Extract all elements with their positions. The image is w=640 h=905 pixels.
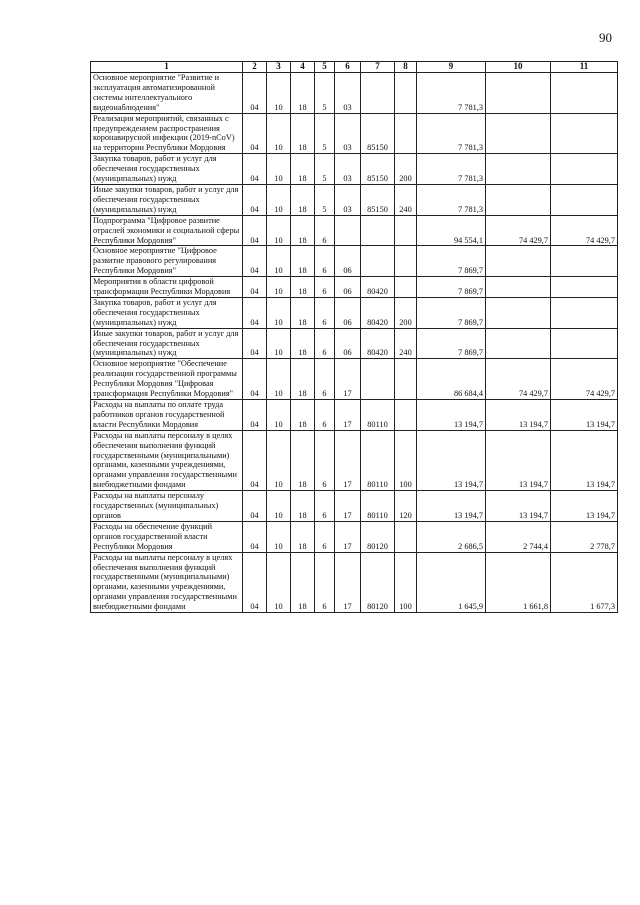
table-row xyxy=(91,521,618,552)
code-program-cell: 18 xyxy=(291,430,315,490)
amount-year2-cell xyxy=(486,184,551,215)
code-subprogram-cell: 6 xyxy=(315,521,335,552)
amount-year1-cell: 13 194,7 xyxy=(417,400,486,431)
code-direction-cell: 80120 xyxy=(361,521,395,552)
code-expense-type-cell xyxy=(395,277,417,298)
amount-year3-cell: 74 429,7 xyxy=(551,215,618,246)
code-subsection-cell: 10 xyxy=(267,400,291,431)
code-program-cell: 18 xyxy=(291,297,315,328)
code-subsection-cell: 10 xyxy=(267,154,291,185)
code-expense-type-cell: 240 xyxy=(395,328,417,359)
code-program-cell: 18 xyxy=(291,184,315,215)
code-expense-type-cell: 200 xyxy=(395,154,417,185)
row-name-cell: Расходы на обеспечение функций органов государственной власти Республики Мордовия xyxy=(91,521,243,552)
code-expense-type-cell xyxy=(395,400,417,431)
code-program-cell: 18 xyxy=(291,552,315,612)
amount-year1-cell: 7 869,7 xyxy=(417,277,486,298)
table-row xyxy=(91,246,618,277)
row-name-cell: Реализация мероприятий, связанных с предупреждением распространения коронавирусной инфекции (2019-nCoV) на территории Республики Мордовия xyxy=(91,113,243,154)
amount-year3-cell xyxy=(551,73,618,114)
code-section-cell: 04 xyxy=(243,552,267,612)
code-subprogram-cell: 5 xyxy=(315,113,335,154)
column-header: 8 xyxy=(395,62,417,73)
amount-year2-cell: 74 429,7 xyxy=(486,215,551,246)
code-section-cell: 04 xyxy=(243,521,267,552)
code-section-cell: 04 xyxy=(243,297,267,328)
code-event-cell xyxy=(335,215,361,246)
amount-year2-cell xyxy=(486,154,551,185)
code-event-cell: 03 xyxy=(335,184,361,215)
code-direction-cell: 85150 xyxy=(361,154,395,185)
code-direction-cell: 80420 xyxy=(361,328,395,359)
code-direction-cell: 85150 xyxy=(361,184,395,215)
amount-year1-cell: 86 684,4 xyxy=(417,359,486,400)
amount-year3-cell xyxy=(551,297,618,328)
code-expense-type-cell: 100 xyxy=(395,552,417,612)
amount-year1-cell: 1 645,9 xyxy=(417,552,486,612)
row-name-cell: Основное мероприятие "Цифровое развитие правового регулирования Республики Мордовия" xyxy=(91,246,243,277)
table-row xyxy=(91,73,618,114)
code-expense-type-cell xyxy=(395,246,417,277)
code-event-cell: 17 xyxy=(335,552,361,612)
table-row xyxy=(91,430,618,490)
amount-year3-cell xyxy=(551,184,618,215)
code-subsection-cell: 10 xyxy=(267,184,291,215)
row-name-cell: Иные закупки товаров, работ и услуг для обеспечения государственных (муниципальных) нужд xyxy=(91,328,243,359)
code-subprogram-cell: 6 xyxy=(315,400,335,431)
code-event-cell: 06 xyxy=(335,297,361,328)
code-expense-type-cell xyxy=(395,215,417,246)
row-name-cell: Расходы на выплаты персоналу в целях обеспечения выполнения функций государственными (муниципальными) органами, казенными учреждениями, органами управления государственными внебюджетными фондами xyxy=(91,430,243,490)
table-row xyxy=(91,215,618,246)
code-subsection-cell: 10 xyxy=(267,491,291,522)
code-direction-cell: 85150 xyxy=(361,113,395,154)
table-row xyxy=(91,400,618,431)
code-subsection-cell: 10 xyxy=(267,73,291,114)
code-direction-cell xyxy=(361,246,395,277)
code-section-cell: 04 xyxy=(243,359,267,400)
table-row xyxy=(91,552,618,612)
code-expense-type-cell: 100 xyxy=(395,430,417,490)
row-name-cell: Расходы на выплаты по оплате труда работников органов государственной власти Республики Мордовия xyxy=(91,400,243,431)
code-event-cell: 06 xyxy=(335,246,361,277)
code-subsection-cell: 10 xyxy=(267,297,291,328)
code-direction-cell: 80420 xyxy=(361,297,395,328)
code-section-cell: 04 xyxy=(243,154,267,185)
amount-year3-cell xyxy=(551,113,618,154)
code-direction-cell: 80110 xyxy=(361,430,395,490)
row-name-cell: Расходы на выплаты персоналу государственных (муниципальных) органов xyxy=(91,491,243,522)
amount-year2-cell xyxy=(486,113,551,154)
code-expense-type-cell xyxy=(395,521,417,552)
code-subprogram-cell: 6 xyxy=(315,430,335,490)
amount-year2-cell xyxy=(486,73,551,114)
code-section-cell: 04 xyxy=(243,246,267,277)
code-section-cell: 04 xyxy=(243,113,267,154)
amount-year1-cell: 7 869,7 xyxy=(417,328,486,359)
code-subprogram-cell: 6 xyxy=(315,359,335,400)
column-header: 2 xyxy=(243,62,267,73)
code-section-cell: 04 xyxy=(243,430,267,490)
column-header: 1 xyxy=(91,62,243,73)
code-program-cell: 18 xyxy=(291,359,315,400)
budget-table xyxy=(90,61,618,613)
code-expense-type-cell: 240 xyxy=(395,184,417,215)
table-row xyxy=(91,113,618,154)
amount-year1-cell: 7 781,3 xyxy=(417,184,486,215)
code-program-cell: 18 xyxy=(291,246,315,277)
amount-year1-cell: 7 781,3 xyxy=(417,73,486,114)
amount-year3-cell xyxy=(551,328,618,359)
amount-year2-cell: 74 429,7 xyxy=(486,359,551,400)
code-direction-cell: 80120 xyxy=(361,552,395,612)
code-expense-type-cell: 200 xyxy=(395,297,417,328)
table-row xyxy=(91,491,618,522)
code-event-cell: 03 xyxy=(335,154,361,185)
amount-year2-cell: 13 194,7 xyxy=(486,400,551,431)
code-event-cell: 17 xyxy=(335,491,361,522)
code-expense-type-cell xyxy=(395,73,417,114)
code-subprogram-cell: 6 xyxy=(315,215,335,246)
amount-year1-cell: 13 194,7 xyxy=(417,430,486,490)
code-section-cell: 04 xyxy=(243,184,267,215)
table-row xyxy=(91,277,618,298)
code-direction-cell: 80110 xyxy=(361,491,395,522)
amount-year1-cell: 7 781,3 xyxy=(417,154,486,185)
code-program-cell: 18 xyxy=(291,215,315,246)
column-header: 9 xyxy=(417,62,486,73)
code-subsection-cell: 10 xyxy=(267,246,291,277)
code-subsection-cell: 10 xyxy=(267,521,291,552)
table-header-row xyxy=(91,62,618,73)
code-event-cell: 17 xyxy=(335,400,361,431)
column-header: 10 xyxy=(486,62,551,73)
code-program-cell: 18 xyxy=(291,113,315,154)
code-subprogram-cell: 5 xyxy=(315,184,335,215)
column-header: 4 xyxy=(291,62,315,73)
code-event-cell: 17 xyxy=(335,359,361,400)
code-section-cell: 04 xyxy=(243,215,267,246)
code-event-cell: 17 xyxy=(335,521,361,552)
column-header: 6 xyxy=(335,62,361,73)
code-subprogram-cell: 5 xyxy=(315,73,335,114)
table-row xyxy=(91,154,618,185)
amount-year1-cell: 7 781,3 xyxy=(417,113,486,154)
code-program-cell: 18 xyxy=(291,73,315,114)
row-name-cell: Иные закупки товаров, работ и услуг для обеспечения государственных (муниципальных) нужд xyxy=(91,184,243,215)
amount-year1-cell: 2 686,5 xyxy=(417,521,486,552)
code-event-cell: 03 xyxy=(335,113,361,154)
amount-year2-cell xyxy=(486,297,551,328)
column-header: 11 xyxy=(551,62,618,73)
row-name-cell: Расходы на выплаты персоналу в целях обеспечения выполнения функций государственными (муниципальными) органами, казенными учреждениями, органами управления государственными внебюджетными фондами xyxy=(91,552,243,612)
amount-year3-cell: 13 194,7 xyxy=(551,400,618,431)
code-program-cell: 18 xyxy=(291,400,315,431)
amount-year2-cell: 13 194,7 xyxy=(486,430,551,490)
code-subprogram-cell: 6 xyxy=(315,491,335,522)
code-program-cell: 18 xyxy=(291,277,315,298)
code-expense-type-cell xyxy=(395,113,417,154)
code-subsection-cell: 10 xyxy=(267,552,291,612)
row-name-cell: Основное мероприятие "Развитие и эксплуатация автоматизированной системы интеллектуального видеонаблюдения" xyxy=(91,73,243,114)
amount-year3-cell: 13 194,7 xyxy=(551,491,618,522)
amount-year3-cell xyxy=(551,246,618,277)
amount-year3-cell: 1 677,3 xyxy=(551,552,618,612)
code-section-cell: 04 xyxy=(243,491,267,522)
amount-year1-cell: 7 869,7 xyxy=(417,246,486,277)
row-name-cell: Мероприятия в области цифровой трансформации Республики Мордовия xyxy=(91,277,243,298)
code-event-cell: 06 xyxy=(335,277,361,298)
code-event-cell: 03 xyxy=(335,73,361,114)
row-name-cell: Закупка товаров, работ и услуг для обеспечения государственных (муниципальных) нужд xyxy=(91,297,243,328)
code-subsection-cell: 10 xyxy=(267,113,291,154)
table-row xyxy=(91,297,618,328)
code-section-cell: 04 xyxy=(243,328,267,359)
amount-year3-cell xyxy=(551,277,618,298)
amount-year3-cell xyxy=(551,154,618,185)
code-expense-type-cell xyxy=(395,359,417,400)
table-row xyxy=(91,328,618,359)
row-name-cell: Подпрограмма "Цифровое развитие отраслей экономики и социальной сферы Республики Мордовия" xyxy=(91,215,243,246)
code-subsection-cell: 10 xyxy=(267,277,291,298)
amount-year2-cell: 2 744,4 xyxy=(486,521,551,552)
code-subprogram-cell: 5 xyxy=(315,154,335,185)
code-program-cell: 18 xyxy=(291,154,315,185)
amount-year1-cell: 7 869,7 xyxy=(417,297,486,328)
code-event-cell: 17 xyxy=(335,430,361,490)
code-section-cell: 04 xyxy=(243,73,267,114)
column-header: 3 xyxy=(267,62,291,73)
code-subsection-cell: 10 xyxy=(267,328,291,359)
code-expense-type-cell: 120 xyxy=(395,491,417,522)
amount-year1-cell: 94 554,1 xyxy=(417,215,486,246)
code-subprogram-cell: 6 xyxy=(315,328,335,359)
code-subprogram-cell: 6 xyxy=(315,246,335,277)
code-direction-cell: 80110 xyxy=(361,400,395,431)
code-direction-cell xyxy=(361,73,395,114)
code-subsection-cell: 10 xyxy=(267,215,291,246)
code-subprogram-cell: 6 xyxy=(315,297,335,328)
code-program-cell: 18 xyxy=(291,521,315,552)
table-row xyxy=(91,359,618,400)
code-direction-cell xyxy=(361,359,395,400)
amount-year2-cell: 1 661,8 xyxy=(486,552,551,612)
amount-year3-cell: 13 194,7 xyxy=(551,430,618,490)
code-direction-cell: 80420 xyxy=(361,277,395,298)
amount-year3-cell: 74 429,7 xyxy=(551,359,618,400)
code-section-cell: 04 xyxy=(243,277,267,298)
column-header: 7 xyxy=(361,62,395,73)
amount-year1-cell: 13 194,7 xyxy=(417,491,486,522)
amount-year2-cell: 13 194,7 xyxy=(486,491,551,522)
table-row xyxy=(91,184,618,215)
row-name-cell: Основное мероприятие "Обеспечение реализации государственной программы Республики Мордовия "Цифровая трансформация Республики Мордовия" xyxy=(91,359,243,400)
code-direction-cell xyxy=(361,215,395,246)
code-event-cell: 06 xyxy=(335,328,361,359)
amount-year2-cell xyxy=(486,246,551,277)
row-name-cell: Закупка товаров, работ и услуг для обеспечения государственных (муниципальных) нужд xyxy=(91,154,243,185)
code-subsection-cell: 10 xyxy=(267,359,291,400)
page-number: 90 xyxy=(599,30,612,45)
code-subsection-cell: 10 xyxy=(267,430,291,490)
amount-year3-cell: 2 778,7 xyxy=(551,521,618,552)
code-program-cell: 18 xyxy=(291,328,315,359)
code-subprogram-cell: 6 xyxy=(315,277,335,298)
code-subprogram-cell: 6 xyxy=(315,552,335,612)
amount-year2-cell xyxy=(486,277,551,298)
code-section-cell: 04 xyxy=(243,400,267,431)
column-header: 5 xyxy=(315,62,335,73)
amount-year2-cell xyxy=(486,328,551,359)
code-program-cell: 18 xyxy=(291,491,315,522)
